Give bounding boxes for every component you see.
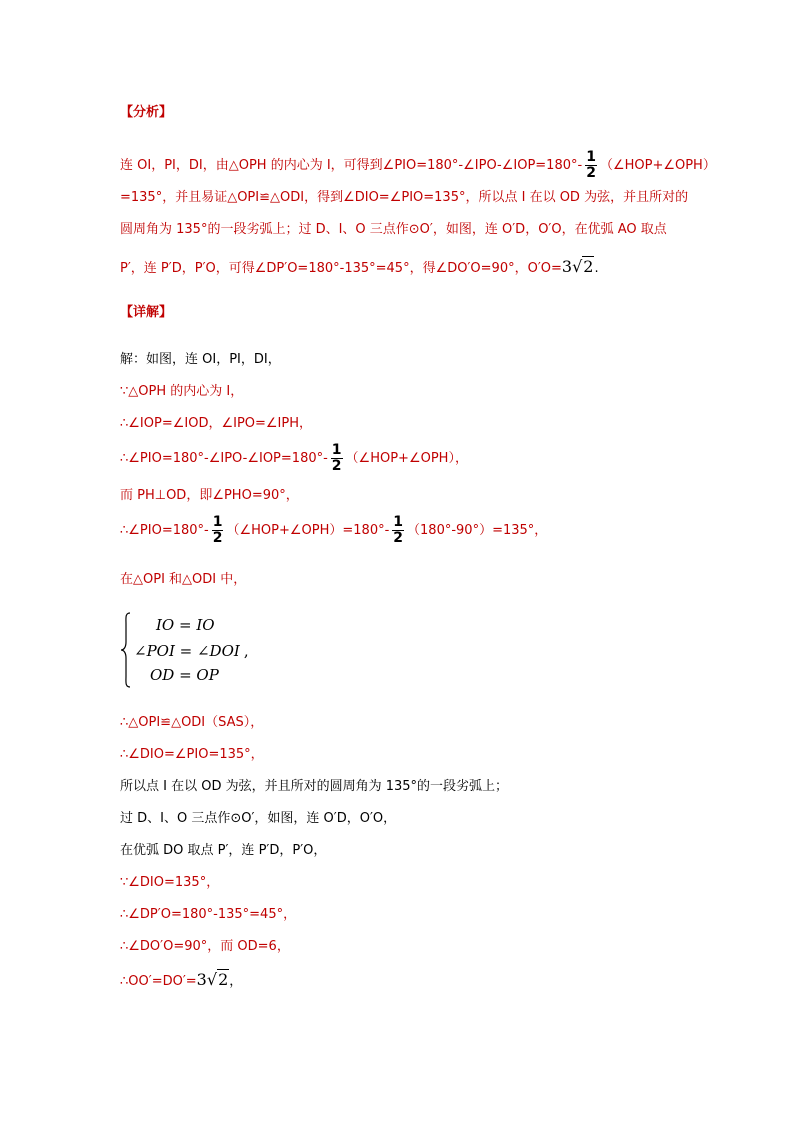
detail-line-16-text: ∴OO′=DO′= — [120, 974, 197, 989]
detail-line-4 — [120, 443, 468, 473]
equation-row-2-comma: , — [243, 642, 249, 660]
fraction-numerator: 1 — [393, 514, 404, 530]
analysis-line-4-text: P′，连 P′D，P′O，可得∠DP′O=180°-135°=45°，得∠DO′O=90°，O′O= — [120, 261, 562, 276]
analysis-line-1 — [120, 150, 716, 180]
detail-line-6-tail: （180°-90°）=135°， — [407, 523, 548, 538]
fraction-one-half — [212, 515, 224, 546]
fraction-denominator: 2 — [393, 530, 404, 546]
fraction-numerator: 1 — [586, 149, 596, 165]
fraction-denominator: 2 — [331, 458, 342, 474]
equation-system — [120, 612, 300, 688]
detail-line-7: 在△OPI 和△ODI 中， — [120, 572, 247, 587]
fraction-numerator: 1 — [212, 514, 223, 530]
sqrt-expression: 3√2 — [196, 970, 229, 989]
fraction-one-half — [585, 150, 597, 181]
sqrt-coefficient: 3 — [196, 970, 207, 989]
analysis-line-4 — [120, 255, 599, 279]
fraction-one-half — [331, 443, 343, 474]
detail-line-16 — [120, 968, 242, 992]
detail-line-4-tail: （∠HOP+∠OPH）， — [345, 451, 468, 466]
detail-line-16-tail: ， — [229, 974, 243, 989]
analysis-heading: 【分析】 — [120, 105, 173, 120]
detail-line-3: ∴∠IOP=∠IOD，∠IPO=∠IPH， — [120, 416, 313, 431]
analysis-line-4-tail: . — [594, 261, 599, 276]
analysis-line-2: =135°，并且易证△OPI≌△ODI，得到∠DIO=∠PIO=135°，所以点 I 在以 OD 为弦，并且所对的 — [120, 190, 689, 205]
sqrt-coefficient: 3 — [561, 257, 573, 276]
fraction-one-half — [392, 515, 404, 546]
detail-line-2: ∵△OPH 的内心为 I， — [120, 384, 244, 399]
detail-line-6-mid: （∠HOP+∠OPH）=180°- — [226, 523, 390, 538]
left-brace-icon — [120, 612, 132, 688]
equation-row-2-text: ∠POI = ∠DOI — [134, 642, 240, 660]
detail-line-6 — [120, 515, 547, 545]
sqrt-expression: 3√2 — [561, 257, 594, 276]
detail-line-4-text: ∴∠PIO=180°-∠IPO-∠IOP=180°- — [120, 451, 328, 466]
detail-line-6-text: ∴∠PIO=180°- — [120, 523, 209, 538]
detail-line-1-text: 解：如图，连 OI，PI，DI， — [120, 352, 281, 367]
sqrt-radicand: 2 — [583, 257, 594, 276]
detail-line-5: 而 PH⊥OD，即∠PHO=90°， — [120, 488, 299, 503]
detail-line-8: ∴△OPI≌△ODI（SAS）， — [120, 715, 264, 730]
fraction-denominator: 2 — [586, 165, 596, 181]
detail-line-10: 所以点 I 在以 OD 为弦，并且所对的圆周角为 135°的一段劣弧上； — [120, 779, 509, 794]
fraction-numerator: 1 — [331, 442, 342, 458]
detail-line-12: 在优弧 DO 取点 P′，连 P′D，P′O， — [120, 843, 327, 858]
equation-row-1: IO = IO — [156, 616, 215, 634]
detail-line-1 — [120, 351, 281, 369]
equation-row-3: OD = OP — [150, 666, 219, 684]
detail-line-9: ∴∠DIO=∠PIO=135°， — [120, 747, 264, 762]
detail-line-14: ∴∠DP′O=180°-135°=45°， — [120, 907, 297, 922]
fraction-denominator: 2 — [212, 530, 223, 546]
detail-line-11: 过 D、I、O 三点作⊙O′，如图，连 O′D，O′O， — [120, 811, 397, 826]
detail-heading: 【详解】 — [120, 305, 173, 320]
detail-line-15: ∴∠DO′O=90°，而 OD=6， — [120, 939, 290, 954]
sqrt-radicand: 2 — [218, 970, 229, 989]
equation-row-2 — [134, 642, 249, 660]
analysis-line-1-text: 连 OI，PI，DI，由△OPH 的内心为 I，可得到∠PIO=180°-∠IPO-∠IOP=180°- — [120, 158, 583, 173]
analysis-line-3: 圆周角为 135°的一段劣弧上；过 D、I、O 三点作⊙O′，如图，连 O′D，O′O，在优弧 AO 取点 — [120, 222, 667, 237]
detail-line-13: ∵∠DIO=135°， — [120, 875, 220, 890]
analysis-line-1-tail: （∠HOP+∠OPH） — [599, 158, 716, 173]
